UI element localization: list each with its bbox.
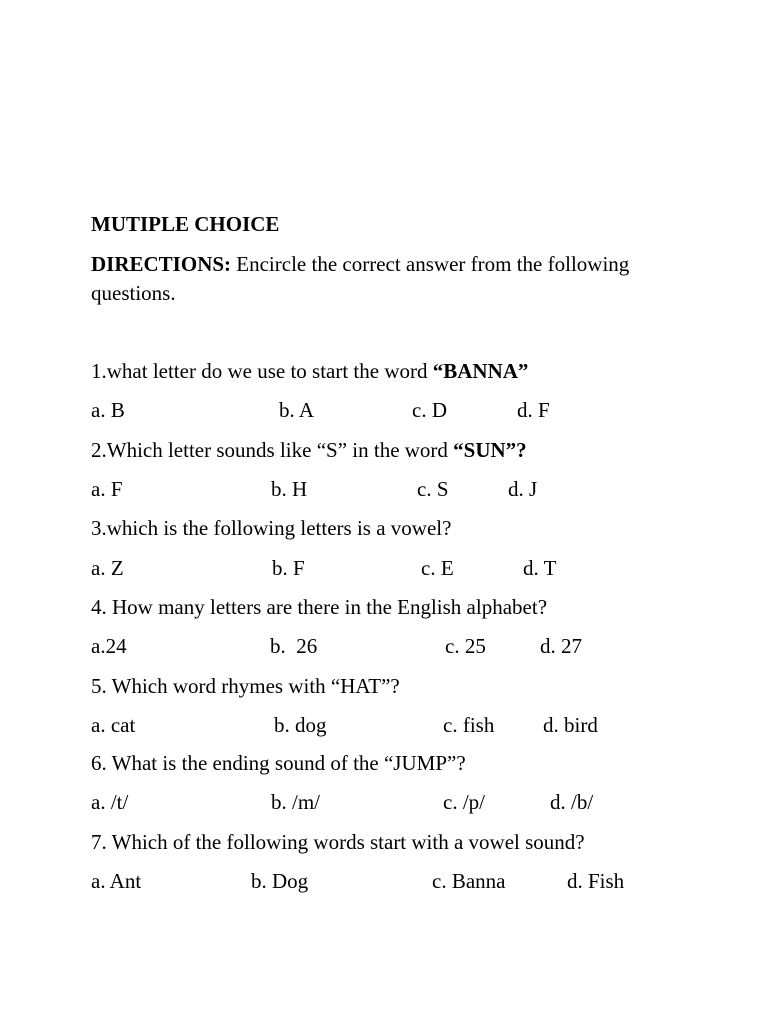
directions-text: Encircle the correct answer from the following questions. [91, 252, 630, 305]
option-c[interactable]: c. fish [443, 713, 495, 737]
option-a[interactable]: a. cat [91, 713, 136, 737]
option-d[interactable]: d. Fish [567, 869, 625, 893]
directions-label: DIRECTIONS: [91, 252, 232, 276]
question-emphasis: “BANNA” [432, 359, 529, 383]
option-d[interactable]: d. F [517, 398, 550, 422]
question-text: 1.what letter do we use to start the word [91, 359, 433, 383]
question-text: 2.Which letter sounds like “S” in the word [91, 438, 454, 462]
option-c[interactable]: c. 25 [445, 634, 486, 658]
question-2 [91, 436, 527, 464]
option-a[interactable]: a. F [91, 477, 123, 501]
directions [91, 250, 691, 308]
option-b[interactable]: b. H [271, 477, 308, 501]
question-5: 5. Which word rhymes with “HAT”? [91, 674, 400, 698]
option-b[interactable]: b. Dog [251, 869, 309, 893]
option-a[interactable]: a. Ant [91, 869, 142, 893]
option-b[interactable]: b. A [279, 398, 315, 422]
option-b[interactable]: b. dog [274, 713, 327, 737]
option-c[interactable]: c. S [417, 477, 449, 501]
page-title: MUTIPLE CHOICE [91, 212, 280, 236]
question-1 [91, 357, 528, 385]
option-c[interactable]: c. E [421, 556, 454, 580]
question-emphasis: “SUN”? [453, 438, 527, 462]
option-c[interactable]: c. /p/ [443, 790, 485, 814]
option-a[interactable]: a. /t/ [91, 790, 129, 814]
option-a[interactable]: a. Z [91, 556, 124, 580]
option-b[interactable]: b. 26 [270, 634, 318, 658]
option-d[interactable]: d. /b/ [550, 790, 594, 814]
option-d[interactable]: d. bird [543, 713, 598, 737]
option-c[interactable]: c. D [412, 398, 447, 422]
option-b[interactable]: b. /m/ [271, 790, 321, 814]
question-4: 4. How many letters are there in the English alphabet? [91, 595, 548, 619]
question-3: 3.which is the following letters is a vowel? [91, 516, 452, 540]
option-c[interactable]: c. Banna [432, 869, 506, 893]
option-d[interactable]: d. 27 [540, 634, 582, 658]
option-d[interactable]: d. J [508, 477, 538, 501]
option-b[interactable]: b. F [272, 556, 305, 580]
option-d[interactable]: d. T [523, 556, 557, 580]
option-a[interactable]: a. B [91, 398, 125, 422]
question-7: 7. Which of the following words start with a vowel sound? [91, 830, 585, 854]
option-a[interactable]: a.24 [91, 634, 127, 658]
question-6: 6. What is the ending sound of the “JUMP”? [91, 751, 466, 775]
